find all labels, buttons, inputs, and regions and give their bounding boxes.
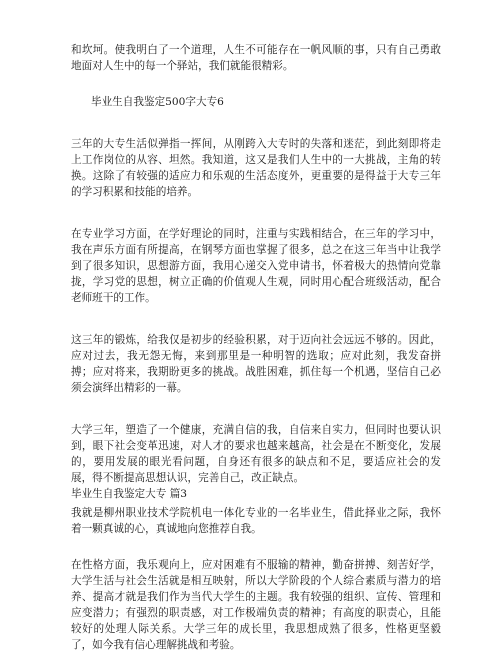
paragraph-study: 在专业学习方面，在学好理论的同时，注重与实践相结合，在三年的学习中，我在声乐方面有所提高，在钢琴方面也掌握了很多，总之在这三年当中让我学到了很多知识，思想游方面，我用心递交入党申请书，怀着极大的热情向党靠拢，学习党的思想，树立正确的价值观人生观，同时用心配合班级活动，配合老师班干的工作。 bbox=[71, 228, 441, 304]
paragraph-self-introduction: 我就是柳州职业技术学院机电一体化专业的一名毕业生，借此择业之际，我怀着一颗真诚的心，真诚地向您推荐自我。 bbox=[71, 507, 441, 535]
document-page bbox=[71, 42, 441, 653]
paragraph-three-years: 大学三年，塑造了一个健康，充满自信的我，自信来自实力，但同时也要认识到，眼下社会变革迅速，对人才的要求也越来越高，社会是在不断变化，发展的，要用发展的眼光看问题，自身还有很多的缺点和不足，要适应社会的发展，得不断提高思想认识，完善自己，改正缺点。 bbox=[71, 424, 441, 484]
paragraph-training: 这三年的锻炼，给我仅是初步的经验积累，对于迈向社会远远不够的。因此，应对过去，我无怨无悔，来到那里是一种明智的选取；应对此刻，我发奋拼搏；应对将来，我期盼更多的挑战。战胜困难，抓住每一个机遇，坚信自己必须会演绎出精彩的一幕。 bbox=[71, 334, 441, 394]
paragraph-college-life: 三年的大专生活似弹指一挥间，从刚跨入大专时的失落和迷茫，到此刻即将走上工作岗位的从容、坦然。我知道，这又是我们人生中的一大挑战，主角的转换。这除了有较强的适应力和乐观的生活态度外，更重要的是得益于大专三年的学习积累和技能的培养。 bbox=[71, 138, 441, 198]
section-heading-6: 毕业生自我鉴定500字大专6 bbox=[91, 96, 224, 108]
paragraph-personality: 在性格方面，我乐观向上，应对困难有不服输的精神，勤奋拼搏、刻苦好学，大学生活与社会生活就是相互映射，所以大学阶段的个人综合素质与潜力的培养、提高才就是我们作为当代大学生的主题。我有较强的组织、宣传、管理和应变潜力；有强烈的职责感，对工作极端负责的精神；有高度的职责心，且能较好的处理人际关系。大学三年的成长里，我思想成熟了很多，性格更坚毅了，如今我有信心理解挑战和考验。 bbox=[71, 559, 441, 651]
section-heading-3: 毕业生自我鉴定大专 篇3 bbox=[71, 488, 188, 500]
paragraph-intro-closing: 和坎坷。使我明白了一个道理，人生不可能存在一帆风顺的事，只有自己勇敢地面对人生中的每一个驿站，我们就能很精彩。 bbox=[71, 44, 441, 72]
